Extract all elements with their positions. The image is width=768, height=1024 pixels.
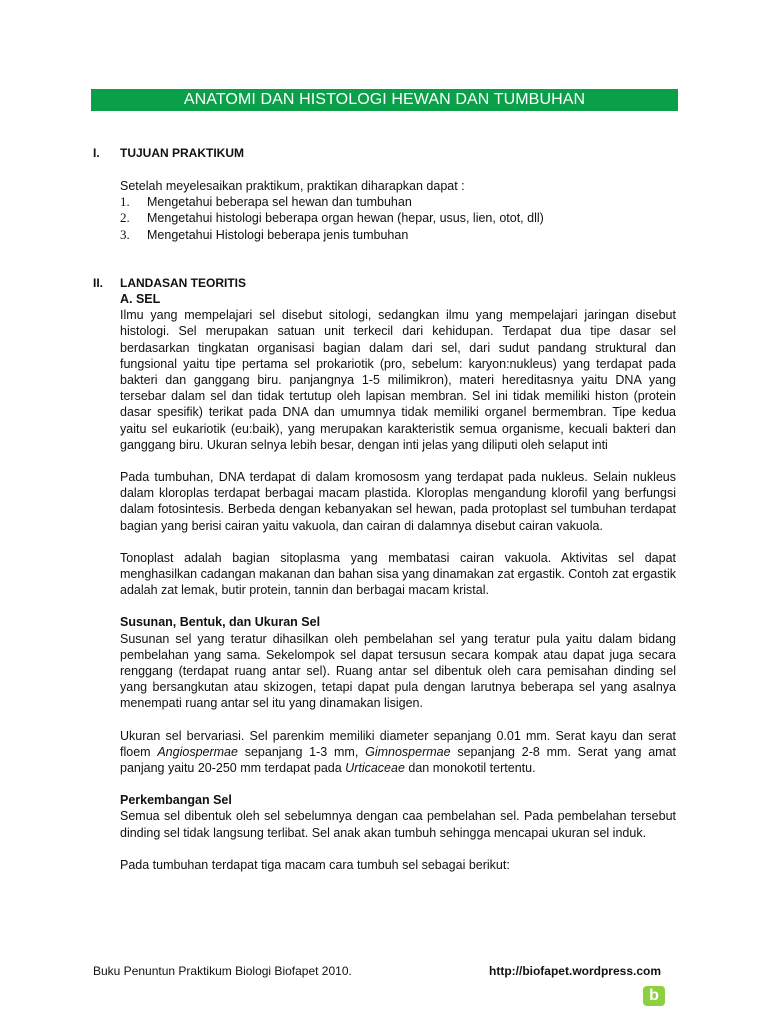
- section-1-number: I.: [93, 146, 100, 160]
- document-title: ANATOMI DAN HISTOLOGI HEWAN DAN TUMBUHAN: [91, 89, 678, 111]
- section-2-number: II.: [93, 276, 104, 290]
- subheading-susunan: Susunan, Bentuk, dan Ukuran Sel: [120, 615, 321, 630]
- species-term: Gimnospermae: [365, 744, 451, 759]
- list-number: 1.: [120, 194, 130, 210]
- list-item: [120, 210, 680, 226]
- list-number: 2.: [120, 210, 130, 226]
- section-2-body: [120, 291, 676, 873]
- subheading-perkembangan: Perkembangan Sel: [120, 793, 232, 808]
- section-2-heading: LANDASAN TEORITIS: [120, 276, 246, 290]
- paragraph: Pada tumbuhan, DNA terdapat di dalam kromososm yang terdapat pada nukleus. Selain nukleus dalam kloroplas terdapat berbagai macam plastida. Kloroplas mengandung klorofil yang berfungsi dalam fotosintesis. Berbeda dengan kebanyakan sel hewan, pada protoplast sel tumbuhan terdapat bagian yang berisi cairan yaitu vakuola, dan cairan di dalamnya disebut cairan vakuola.: [120, 470, 676, 533]
- list-item: [120, 194, 680, 210]
- list-item: [120, 227, 680, 243]
- objective-list: [120, 194, 680, 243]
- list-text: Mengetahui beberapa sel hewan dan tumbuhan: [147, 195, 412, 210]
- paragraph: Pada tumbuhan terdapat tiga macam cara tumbuh sel sebagai berikut:: [120, 857, 510, 872]
- section-1-intro: Setelah meyelesaikan praktikum, praktikan diharapkan dapat :: [120, 179, 465, 193]
- biofapet-logo-icon: b: [643, 986, 665, 1006]
- list-number: 3.: [120, 226, 130, 242]
- paragraph: Susunan sel yang teratur dihasilkan oleh pembelahan sel yang teratur pula yaitu dalam bidang pembelahan yang sama. Sekelompok sel dapat tersusun secara kompak atau dapat juga secara renggang (terdapat ruang antar sel). Ruang antar sel dibentuk oleh cara pemisahan dinding sel yang bersangkutan atau skizogen, tetapi dapat pula dengan larutnya beberapa sel yang asalnya menempati ruang antar sel itu yang dinamakan lisigen.: [120, 631, 676, 711]
- footer-book-title: Buku Penuntun Praktikum Biologi Biofapet 2010.: [93, 964, 352, 978]
- species-term: Angiospermae: [157, 744, 238, 759]
- footer-url[interactable]: http://biofapet.wordpress.com: [489, 964, 662, 978]
- species-term: Urticaceae: [345, 761, 405, 776]
- subheading-sel: A. SEL: [120, 292, 161, 306]
- paragraph: Tonoplast adalah bagian sitoplasma yang membatasi cairan vakuola. Aktivitas sel dapat menghasilkan cadangan makanan dan bahan sisa yang dinamakan zat ergastik. Contoh zat ergastik adalah zat lemak, butir protein, tannin dan berbagai macam kristal.: [120, 550, 676, 598]
- section-1-body: [120, 178, 680, 243]
- list-text: Mengetahui histologi beberapa organ hewan (hepar, usus, lien, otot, dll): [147, 211, 544, 226]
- section-1-heading: TUJUAN PRAKTIKUM: [120, 146, 244, 160]
- paragraph: Semua sel dibentuk oleh sel sebelumnya dengan caa pembelahan sel. Pada pembelahan tersebut dinding sel tidak langsung terlibat. Sel anak akan tumbuh sehingga mencapai ukuran sel induk.: [120, 809, 676, 840]
- paragraph: Ilmu yang mempelajari sel disebut sitologi, sedangkan ilmu yang mempelajari jaringan disebut histologi. Sel merupakan satuan unit terkecil dari kehidupan. Terdapat dua tipe dasar sel berdasarkan tingkatan organisasi bagian dalam dari sel, dari sudut pandang struktural dan fungsional yaitu tipe pertama sel prokariotik (pro, sebelum: karyon:nukleus) yang terdapat pada bakteri dan ganggang biru. panjangnya 1-5 milimikron), materi hereditasnya yaitu DNA yang tersebar dalam sel dan tidak tertutup oleh lapisan membran. Sel ini tidak memiliki histon (protein dasar spesifik) terikat pada DNA dan umumnya tidak memiliki organel bermembran. Tipe kedua yaitu sel eukariotik (eu:baik), yang merupakan karakteristik semua organisme, kecuali bakteri dan ganggang biru. Ukuran selnya lebih besar, dengan inti jelas yang diliputi oleh selaput inti: [120, 308, 676, 452]
- list-text: Mengetahui Histologi beberapa jenis tumbuhan: [147, 227, 409, 242]
- paragraph: Ukuran sel bervariasi. Sel parenkim memiliki diameter sepanjang 0.01 mm. Serat kayu dan serat floem Angiospermae sepanjang 1-3 mm, Gimnospermae sepanjang 2-8 mm. Serat yang amat panjang yaitu 20-250 mm terdapat pada Urticaceae dan monokotil tertentu.: [120, 728, 676, 776]
